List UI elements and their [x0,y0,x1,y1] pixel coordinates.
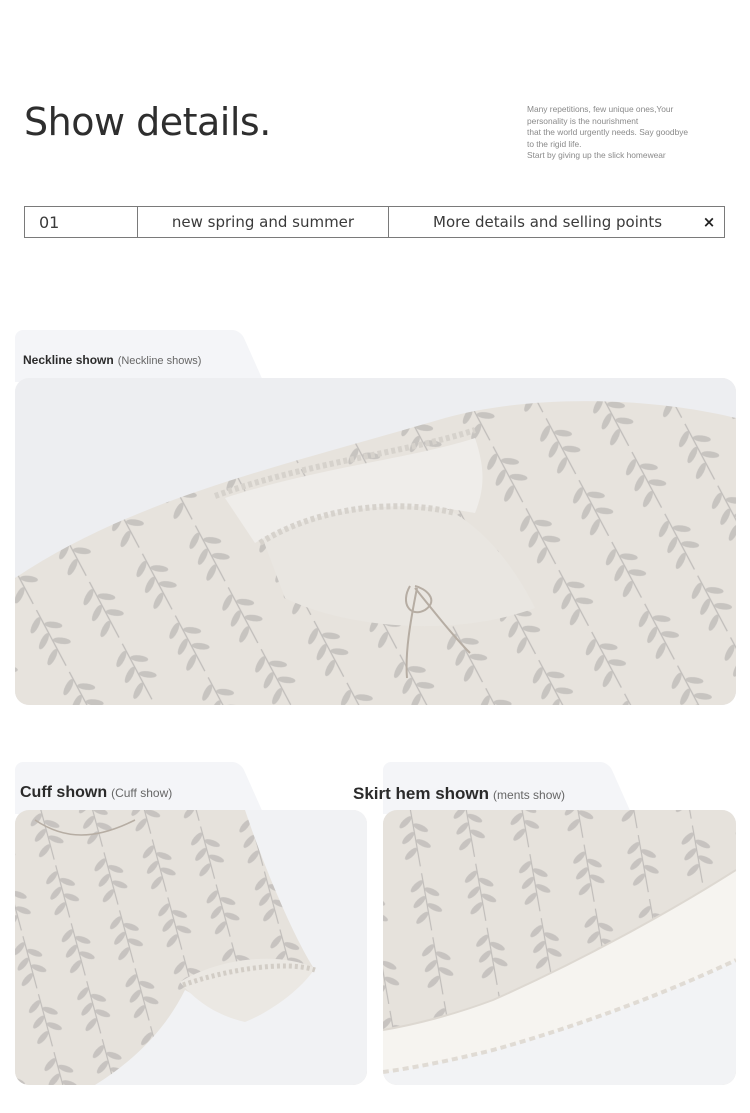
info-bar [24,206,725,238]
page-title: Show details. [24,100,271,144]
neckline-subtitle: (Neckline shows) [117,355,202,367]
cuff-title: Cuff shown [20,784,108,801]
tagline-line: to the rigid life. [527,138,582,149]
neckline-photo [15,378,736,705]
tagline [527,104,732,162]
tagline-line: Start by giving up the slick homewear [527,150,666,161]
season-label: new spring and summer [138,207,389,237]
hem-photo [383,810,736,1085]
neckline-title: Neckline shown [23,353,114,367]
cuff-label [20,784,172,802]
cuff-photo [15,810,367,1085]
details-label: More details and selling points [433,213,663,231]
hem-label [353,784,565,804]
hem-title: Skirt hem shown [353,784,490,803]
cuff-subtitle: (Cuff show) [111,786,173,800]
tagline-line: that the world urgently needs. Say goodbye [527,127,689,138]
tagline-line: personality is the nourishment [527,115,639,126]
close-icon[interactable]: × [702,213,716,231]
tagline-line: Many repetitions, few unique ones,Your [527,104,674,114]
section-number: 01 [25,207,138,237]
neckline-label [23,353,201,367]
hem-subtitle: (ments show) [493,788,566,802]
